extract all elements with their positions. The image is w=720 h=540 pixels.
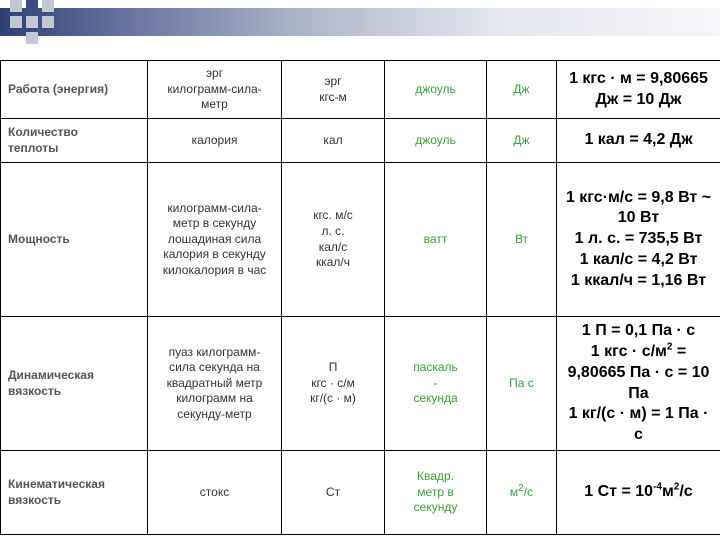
si-unit-cell: джоуль xyxy=(385,61,487,119)
decor-square xyxy=(26,16,38,28)
decor-square xyxy=(42,16,54,28)
quantity-cell: Работа (энергия) xyxy=(1,61,148,119)
system-units-cell: пуаз килограмм- сила секунда на квадратный метр килограмм на секунду-метр xyxy=(148,317,282,451)
si-symbol-cell: Вт xyxy=(487,163,557,317)
decor-square xyxy=(26,0,38,12)
quantity-cell: Мощность xyxy=(1,163,148,317)
conversion-cell: 1 Ст = $10^{-4}м^2/с$ xyxy=(557,451,720,535)
si-unit-cell: джоуль xyxy=(385,119,487,163)
symbols-cell: эрг кгс-м xyxy=(282,61,385,119)
si-symbol-cell: Па с xyxy=(487,317,557,451)
si-symbol-cell: $м^2/с$ xyxy=(487,451,557,535)
si-unit-cell: ватт xyxy=(385,163,487,317)
table-row xyxy=(1,61,720,119)
decor-square xyxy=(42,0,54,12)
conversion-cell: 1 П = 0,1 Па · с 1 кгс · $с/м^2$ = 9,80665 Па · с = 10 Па 1 кг/(с · м) = 1 Па · с xyxy=(557,317,720,451)
decor-square xyxy=(10,16,22,28)
table-row xyxy=(1,317,720,451)
quantity-cell: Количество теплоты xyxy=(1,119,148,163)
conversion-cell: 1 кгс·м/с = 9,8 Вт ~ 10 Вт 1 л. с. = 735,5 Вт 1 кал/с = 4,2 Вт 1 ккал/ч = 1,16 Вт xyxy=(557,163,720,317)
table-row xyxy=(1,451,720,535)
table-row xyxy=(1,163,720,317)
si-symbol-cell: Дж xyxy=(487,119,557,163)
si-symbol-cell: Дж xyxy=(487,61,557,119)
conversion-cell: 1 кал = 4,2 Дж xyxy=(557,119,720,163)
si-unit-cell: паскаль - секунда xyxy=(385,317,487,451)
symbols-cell: Ст xyxy=(282,451,385,535)
si-unit-cell: Квадр. метр в секунду xyxy=(385,451,487,535)
system-units-cell: калория xyxy=(148,119,282,163)
conversion-cell: 1 кгс · м = 9,80665 Дж = 10 Дж xyxy=(557,61,720,119)
system-units-cell: стокс xyxy=(148,451,282,535)
decor-square xyxy=(10,0,22,12)
decor-square xyxy=(26,32,38,44)
symbols-cell: кгс. м/с л. с. кал/с ккал/ч xyxy=(282,163,385,317)
system-units-cell: килограмм-сила- метр в секунду лошадиная сила калория в секунду килокалория в час xyxy=(148,163,282,317)
header-gradient-band xyxy=(0,8,720,36)
symbols-cell: кал xyxy=(282,119,385,163)
units-table xyxy=(0,60,720,535)
quantity-cell: Динамическая вязкость xyxy=(1,317,148,451)
system-units-cell: эрг килограмм-сила- метр xyxy=(148,61,282,119)
quantity-cell: Кинематическая вязкость xyxy=(1,451,148,535)
table-row xyxy=(1,119,720,163)
symbols-cell: П кгс · с/м кг/(с · м) xyxy=(282,317,385,451)
